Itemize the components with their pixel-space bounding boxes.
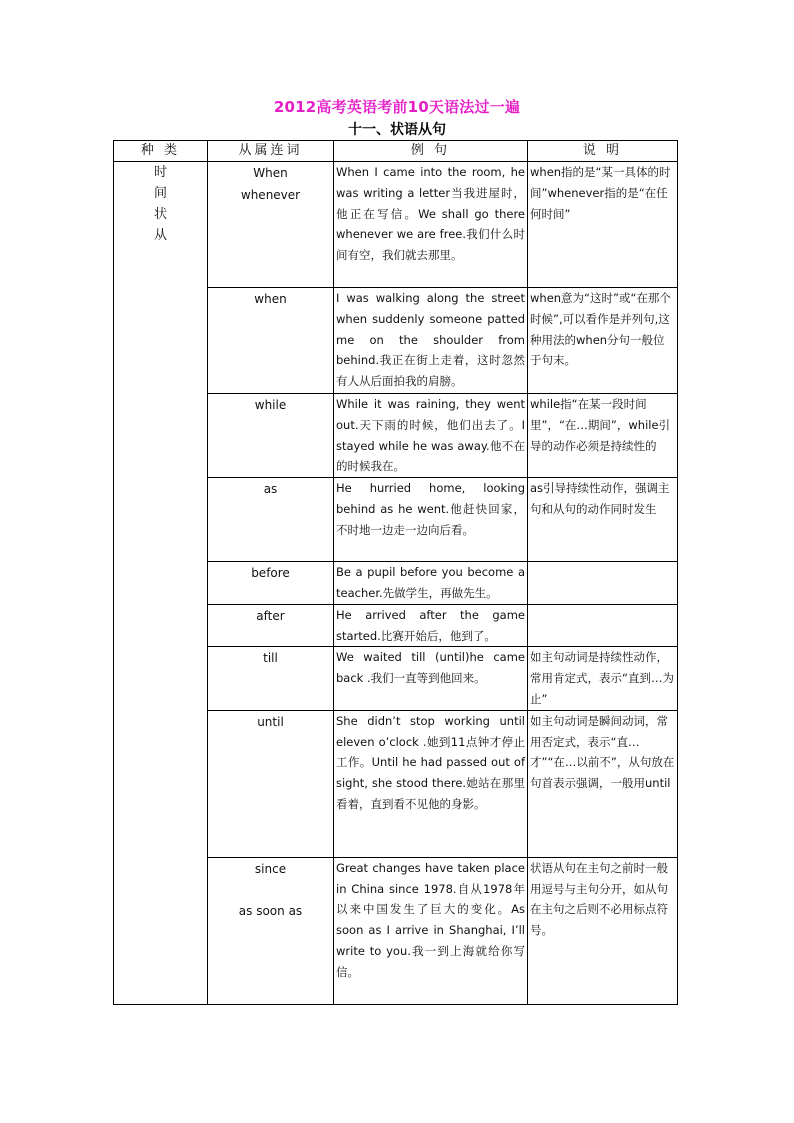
conjunction: till xyxy=(263,651,278,666)
header-example: 例 句 xyxy=(334,141,528,162)
header-kind: 种 类 xyxy=(114,141,208,162)
conjunction: while xyxy=(254,398,287,412)
note-cell: when意为“这时”或“在那个时候”,可以看作是并列句,这种用法的when分句一般位于句末。 xyxy=(528,288,678,394)
example-cell: While it was raining, they went out.天下雨的时候，他们出去了。I stayed while he was away.他不在的时候我在。 xyxy=(334,394,528,478)
table-row xyxy=(114,162,678,288)
conjunction: since xyxy=(254,861,287,876)
category-label: 时间状从 xyxy=(153,165,167,243)
conjunction-cell xyxy=(208,478,334,562)
conjunction-cell xyxy=(208,647,334,710)
conjunction: when xyxy=(254,292,287,306)
example-cell: Be a pupil before you become a teacher.先做学生，再做先生。 xyxy=(334,562,528,605)
section-subtitle: 十一、状语从句 xyxy=(348,122,446,138)
example-cell: Great changes have taken place in China since 1978.自从1978年以来中国发生了巨大的变化。As soon as I arrive in Shanghai, I’ll write to you.我一到上海就给你写信。 xyxy=(334,857,528,1004)
note-cell: 如主句动词是瞬间动词，常用否定式，表示“直…才”“在…以前不”，从句放在句首表示强调，一般用until xyxy=(528,710,678,857)
conjunction: as xyxy=(263,482,278,497)
example-cell: He arrived after the game started.比赛开始后，他到了。 xyxy=(334,604,528,647)
adverbial-clause-table xyxy=(113,140,678,1005)
example-cell: She didn’t stop working until eleven o’clock .她到11点钟才停止工作。Until he had passed out of sight, she stood there.她站在那里看着，直到看不见他的身影。 xyxy=(334,710,528,857)
example-cell: When I came into the room, he was writing a letter当我进屋时，他正在写信。We shall go there whenever we are free.我们什么时间有空，我们就去那里。 xyxy=(334,162,528,288)
note-cell: when指的是“某一具体的时间”whenever指的是“在任何时间” xyxy=(528,162,678,288)
conjunction-cell xyxy=(208,857,334,1004)
note-cell xyxy=(528,562,678,605)
conjunction: after xyxy=(256,608,285,623)
note-cell: as引导持续性动作，强调主句和从句的动作同时发生 xyxy=(528,478,678,562)
conjunction-cell xyxy=(208,162,334,288)
conjunction: as soon as xyxy=(238,903,303,918)
document-title: 2012高考英语考前10天语法过一遍 xyxy=(273,98,521,116)
conjunction-cell xyxy=(208,394,334,478)
conjunction: before xyxy=(251,566,290,581)
conjunction-cell xyxy=(208,710,334,857)
table-header-row xyxy=(114,141,678,162)
conjunction: When xyxy=(253,166,288,180)
header-note: 说 明 xyxy=(528,141,678,162)
note-cell: 状语从句在主句之前时一般用逗号与主句分开，如从句在主句之后则不必用标点符号。 xyxy=(528,857,678,1004)
example-cell: I was walking along the street when suddenly someone patted me on the shoulder from behind.我正在街上走着，这时忽然有人从后面拍我的肩膀。 xyxy=(334,288,528,394)
conjunction: whenever xyxy=(240,188,301,202)
header-conjunction: 从属连词 xyxy=(208,141,334,162)
conjunction-cell xyxy=(208,288,334,394)
conjunction-cell xyxy=(208,604,334,647)
note-cell: while指“在某一段时间里”，“在…期间”，while引导的动作必须是持续性的 xyxy=(528,394,678,478)
conjunction: until xyxy=(257,714,284,729)
example-cell: He hurried home, looking behind as he went.他赶快回家，不时地一边走一边向后看。 xyxy=(334,478,528,562)
conjunction-cell xyxy=(208,562,334,605)
note-cell: 如主句动词是持续性动作，常用肯定式，表示“直到…为止” xyxy=(528,647,678,710)
category-cell xyxy=(114,162,208,1005)
note-cell xyxy=(528,604,678,647)
example-cell: We waited till (until)he came back .我们一直等到他回来。 xyxy=(334,647,528,710)
